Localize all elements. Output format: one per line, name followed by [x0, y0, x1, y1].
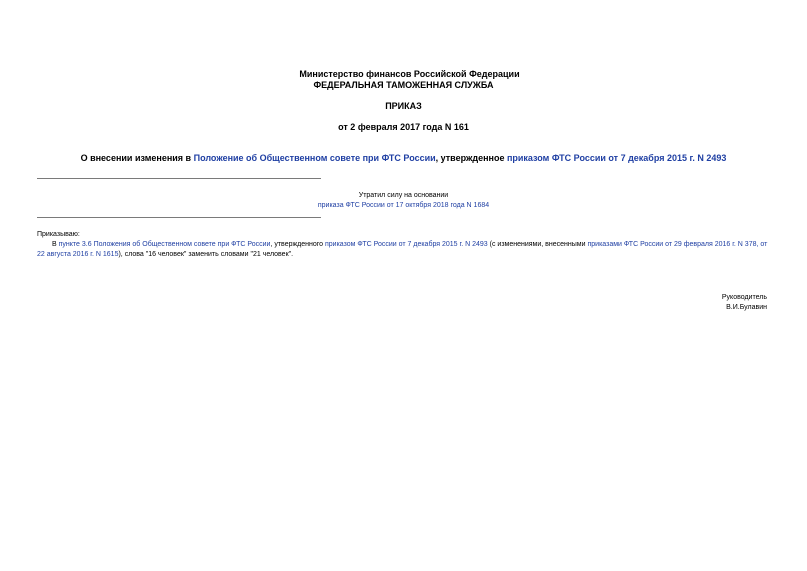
- para-link-clause[interactable]: пункте 3.6 Положения об Общественном совете при ФТС России: [58, 241, 271, 248]
- order-paragraph: [37, 240, 772, 260]
- subject-link-regulation[interactable]: Положение об Общественном совете при ФТС России: [193, 153, 436, 163]
- para-mid2: (с изменениями, внесенными: [487, 241, 588, 248]
- signatory-title: Руководитель: [721, 294, 767, 301]
- signatory-name: В.И.Булавин: [726, 304, 767, 311]
- ministry-name: Министерство финансов Российской Федерации: [299, 69, 520, 79]
- signature-block: [722, 293, 767, 313]
- status-text: Утратил силу на основании: [358, 192, 449, 199]
- document-type: ПРИКАЗ: [385, 101, 422, 111]
- subject-middle: , утвержденное: [435, 153, 507, 163]
- status-link-repeal-order[interactable]: приказа ФТС России от 17 октября 2018 года N 1684: [317, 202, 490, 209]
- para-end: ), слова "16 человек" заменить словами "21 человек".: [118, 251, 294, 258]
- status-divider-bottom: [37, 217, 321, 218]
- order-body: [37, 230, 772, 260]
- document-subject: [0, 153, 807, 164]
- order-intro: Приказываю:: [37, 231, 80, 238]
- para-link-order[interactable]: приказом ФТС России от 7 декабря 2015 г. N 2493: [325, 241, 488, 248]
- status-link-wrap: [0, 201, 807, 210]
- subject-link-order[interactable]: приказом ФТС России от 7 декабря 2015 г. N 2493: [506, 153, 727, 163]
- status-divider-top: [37, 178, 321, 179]
- para-link-amending-orders[interactable]: приказами ФТС России от 29 февраля 2016 г. N 378, от 22 августа 2016 г. N 1615: [37, 241, 768, 258]
- document-date-number: от 2 февраля 2017 года N 161: [338, 122, 469, 132]
- para-start: В: [52, 241, 59, 248]
- service-name: ФЕДЕРАЛЬНАЯ ТАМОЖЕННАЯ СЛУЖБА: [313, 80, 494, 90]
- para-mid1: , утвержденного: [270, 241, 325, 248]
- subject-prefix: О внесении изменения в: [80, 153, 194, 163]
